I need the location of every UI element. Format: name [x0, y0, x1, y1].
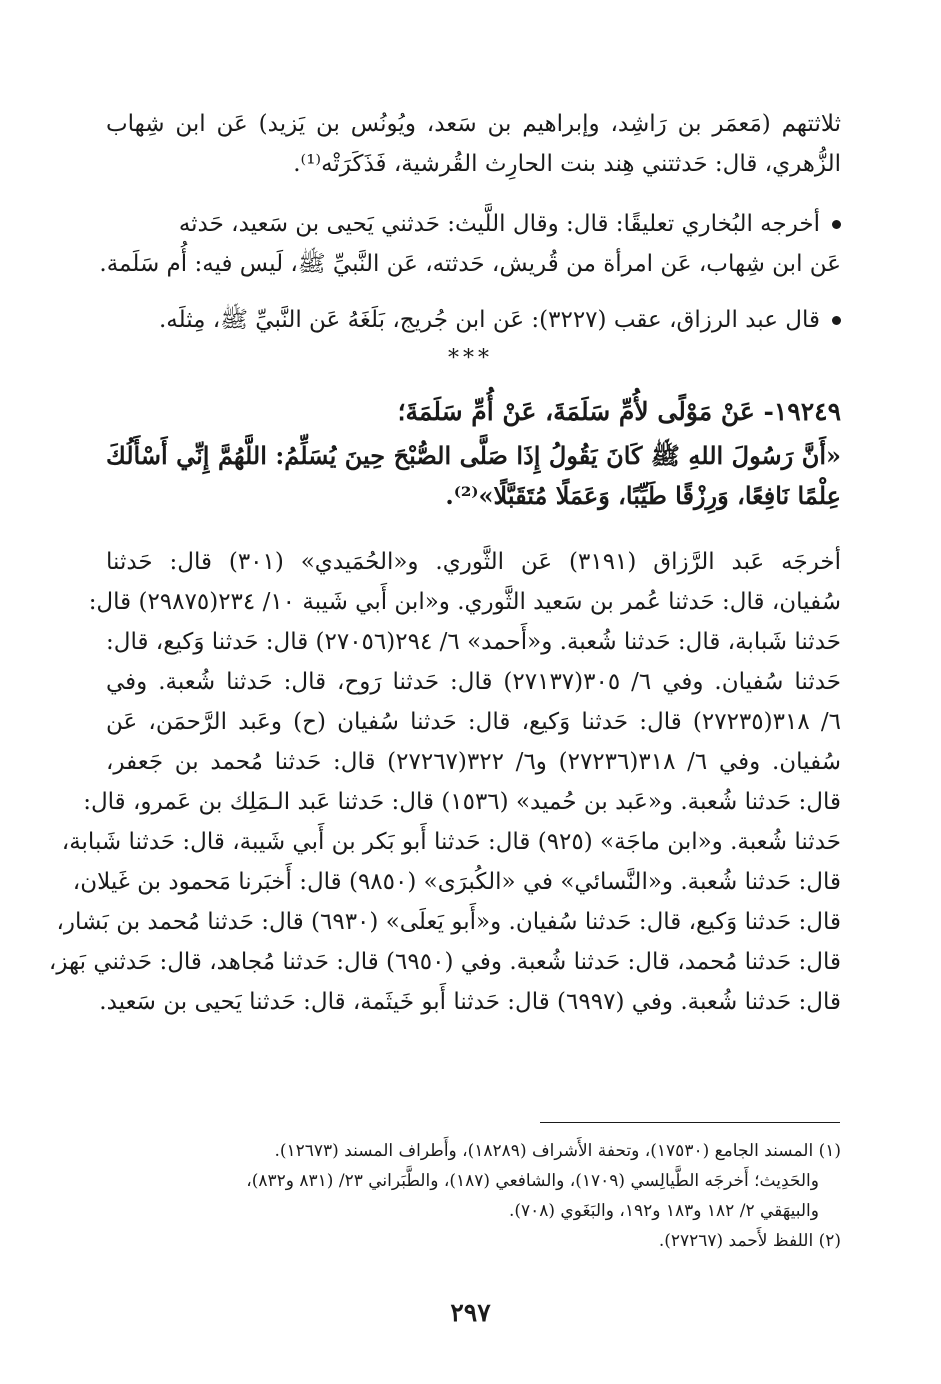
footnote-divider [540, 1122, 840, 1123]
text-line: قال: حَدثنا شُعبة. و«عَبد بن حُميد» (١٥٣٦) قال: حَدثنا عَبد الـمَلِك بن عَمرو، قال: [83, 789, 841, 815]
text-line: أخرجه البُخاري تعليقًا: قال: وقال اللَّيث: حَدثني يَحيى بن سَعيد، حَدثه [178, 211, 820, 237]
text-line: عَن ابن شِهاب، عَن امرأة من قُريش، حَدثته، عَن النَّبيِّ ﷺ، لَيس فيه: أُم سَلَمة. [99, 251, 841, 277]
footnote: والبيهَقي ٢/ ١٨٢ و١٨٣ و١٩٢، والبَغَوي (٧٠٨). [508, 1201, 819, 1221]
bullet-icon [832, 220, 841, 229]
hadith-heading: ١٩٢٤٩- عَنْ مَوْلًى لأُمِّ سَلَمَةَ، عَنْ أُمِّ سَلَمَةَ؛ [397, 397, 841, 426]
text-line: ٦/ ٣١٨(٢٧٢٣٥) قال: حَدثنا وَكيع، قال: حَدثنا سُفيان (ح) وعَبد الرَّحمَن، عَن [106, 709, 841, 735]
section-separator: *** [448, 346, 493, 371]
text-line: قال: حَدثنا شُعبة. وفي (٦٩٩٧) قال: حَدثنا أَبو خَيثَمة، قال: حَدثنا يَحيى بن سَعيد. [99, 989, 841, 1015]
text-line: قال عبد الرزاق، عقب (٣٢٢٧): عَن ابن جُريج، بَلَغَهُ عَن النَّبيِّ ﷺ، مِثلَه. [158, 307, 820, 333]
text-line: حَدثنا سُفيان. وفي ٦/ ٣٠٥(٢٧١٣٧) قال: حَدثنا رَوح، قال: حَدثنا شُعبة. وفي [106, 669, 842, 695]
footnote: (١) المسند الجامع (١٧٥٣٠)، وتحفة الأَشراف (١٨٢٨٩)، وأَطراف المسند (١٢٦٧٣). [274, 1141, 841, 1161]
text-line: حَدثنا شَبابة، قال: حَدثنا شُعبة. و«أَحمد» ٦/ ٢٩٤(٢٧٠٥٦) قال: حَدثنا وَكيع، قال: [106, 629, 841, 655]
text-line: سُفيان. وفي ٦/ ٣١٨(٢٧٢٣٦) و٦/ ٣٢٢(٢٧٢٦٧) قال: حَدثنا مُحمد بن جَعفر، [106, 749, 842, 775]
bullet-item [99, 204, 841, 284]
intro-paragraph [106, 104, 841, 184]
footnote: (٢) اللفظ لأَحمد (٢٧٢٦٧). [658, 1231, 841, 1251]
text-line: ثلاثتهم (مَعمَر بن رَاشِد، وإبراهيم بن سَعد، ويُونُس بن يَزيد) عَن ابن شِهاب [106, 111, 841, 137]
text-line: قال: حَدثنا وَكيع، قال: حَدثنا سُفيان. و«أَبو يَعلَى» (٦٩٣٠) قال: حَدثنا مُحمد بن بَشار، [56, 909, 841, 935]
hadith-line: «أَنَّ رَسُولَ اللهِ ﷺ كَانَ يَقُولُ إِذَا صَلَّى الصُّبْحَ حِينَ يُسَلِّمُ: اللَّهُمَّ إِنِّي أَسْأَلُكَ [106, 441, 841, 470]
bullet-icon [832, 316, 841, 325]
page-number: ٢٩٧ [450, 1298, 491, 1327]
text-line: قال: حَدثنا مُحمد، قال: حَدثنا شُعبة. وفي (٦٩٥٠) قال: حَدثنا مُجاهد، قال: حَدثني بَهز، [48, 949, 841, 975]
text-line: قال: حَدثنا شُعبة. و«النَّسائي» في «الكُبرَى» (٩٨٥٠) قال: أَخبَرنا مَحمود بن غَيلان، [72, 869, 841, 895]
text-line: حَدثنا شُعبة. و«ابن ماجَة» (٩٢٥) قال: حَدثنا أَبو بَكر بن أَبي شَيبة، قال: حَدثنا شَبابة، [61, 829, 841, 855]
text-line: أخرجَه عَبد الرَّزاق (٣١٩١) عَن الثَّوري. و«الحُمَيدي» (٣٠١) قال: حَدثنا [106, 549, 841, 575]
text-line: الزُّهري، قال: حَدثتني هِند بنت الحارِث القُرشية، فَذَكَرَتْه⁽¹⁾. [293, 151, 841, 177]
text-line: سُفيان، قال: حَدثنا عُمر بن سَعيد الثَّوري. و«ابن أَبي شَيبة ١٠/ ٢٣٤(٢٩٨٧٥) قال: [88, 589, 841, 615]
footnote: والحَدِيث؛ أَخرجَه الطَّيالِسي (١٧٠٩)، والشافعي (١٨٧)، والطَّبَراني ٢٣/ (٨٣١ و٨٣٢)، [246, 1171, 819, 1191]
takhrij-paragraph [48, 542, 842, 1022]
hadith-block [106, 392, 841, 516]
hadith-line: عِلْمًا نَافِعًا، وَرِزْقًا طَيِّبًا، وَعَمَلًا مُتَقَبَّلًا»⁽²⁾. [445, 481, 841, 510]
bullet-item [106, 300, 841, 340]
